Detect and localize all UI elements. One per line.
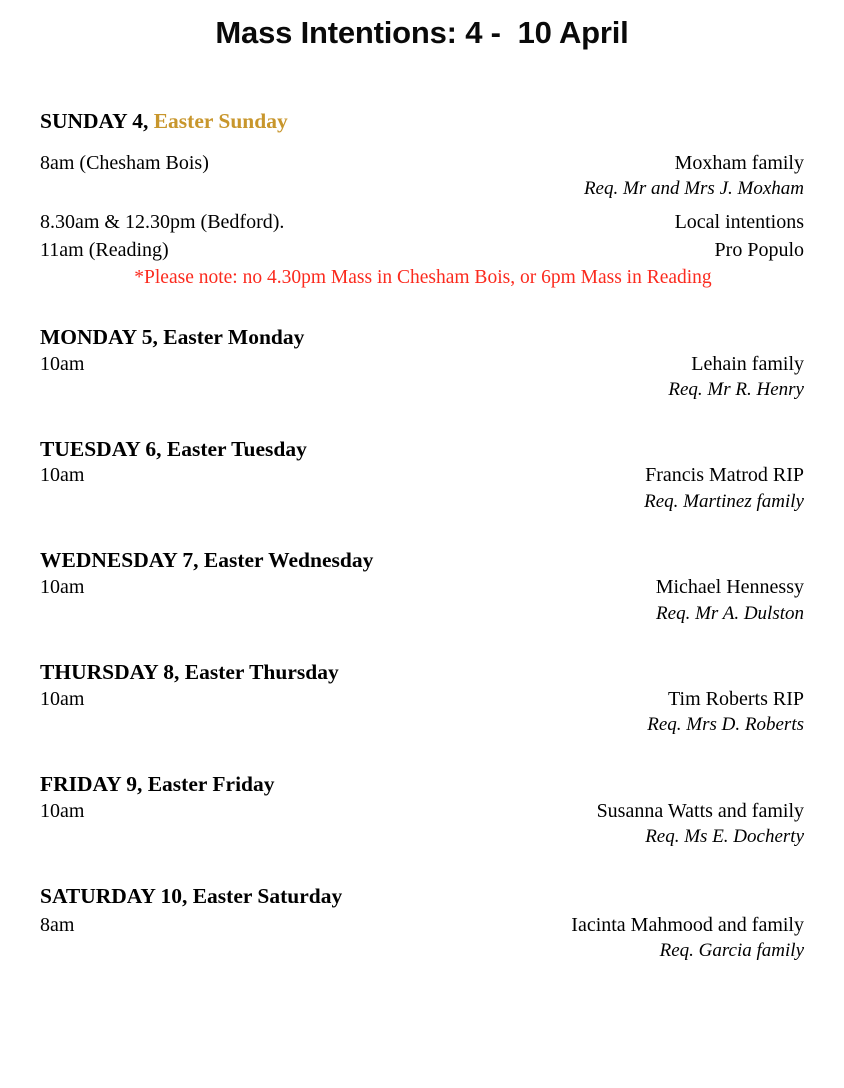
- day-label-wednesday: WEDNESDAY 7,: [40, 548, 199, 573]
- mass-time: 10am: [40, 688, 85, 710]
- mass-intention: Susanna Watts and family: [596, 799, 804, 822]
- day-heading-thursday: [40, 660, 804, 685]
- day-label-tuesday: TUESDAY 6,: [40, 436, 162, 461]
- day-label-friday: FRIDAY 9,: [40, 772, 143, 797]
- feast-label-monday: Easter Monday: [157, 324, 305, 349]
- feast-label-tuesday: Easter Tuesday: [161, 436, 307, 461]
- mass-time: 8am (Chesham Bois): [40, 151, 209, 174]
- mass-row: [40, 208, 804, 236]
- mass-requester: Req. Mr and Mrs J. Moxham: [583, 178, 804, 200]
- mass-intention: Francis Matrod RIP: [645, 464, 804, 487]
- mass-intention: Local intentions: [674, 210, 804, 233]
- day-block-friday: [40, 772, 804, 850]
- feast-label-sunday: Easter Sunday: [148, 109, 288, 133]
- day-label-thursday: THURSDAY 8,: [40, 660, 180, 685]
- mass-requester: Req. Mr R. Henry: [668, 379, 804, 400]
- day-label-sunday: SUNDAY 4,: [40, 109, 149, 133]
- mass-intention: Iacinta Mahmood and family: [571, 913, 804, 936]
- mass-intention: Lehain family: [691, 352, 804, 375]
- feast-label-saturday: Easter Saturday: [187, 883, 343, 908]
- day-heading-wednesday: [40, 548, 804, 573]
- mass-time: 10am: [40, 576, 85, 599]
- day-block-sunday: [40, 48, 804, 291]
- mass-time: 11am (Reading): [40, 239, 169, 262]
- mass-intention: Tim Roberts RIP: [668, 688, 804, 710]
- day-label-saturday: SATURDAY 10,: [40, 883, 188, 908]
- mass-time: 10am: [40, 352, 85, 375]
- day-heading-saturday: [40, 884, 804, 909]
- day-block-thursday: [40, 660, 804, 738]
- mass-time: 10am: [40, 464, 85, 487]
- day-block-tuesday: [40, 437, 804, 515]
- mass-row: [40, 797, 804, 825]
- mass-row: [40, 138, 804, 177]
- day-block-wednesday: [40, 548, 804, 626]
- feast-label-wednesday: Easter Wednesday: [198, 548, 374, 573]
- day-heading-sunday: [40, 109, 804, 134]
- mass-row: [40, 573, 804, 601]
- day-block-monday: [40, 325, 804, 403]
- feast-label-friday: Easter Friday: [142, 772, 275, 797]
- mass-requester: Req. Martinez family: [644, 490, 804, 512]
- day-heading-monday: [40, 325, 804, 350]
- day-block-saturday: [40, 884, 804, 964]
- mass-time: 8.30am & 12.30pm (Bedford).: [40, 210, 285, 233]
- mass-requester: Req. Garcia family: [659, 939, 804, 961]
- mass-row: [40, 350, 804, 378]
- mass-row: [40, 685, 804, 713]
- mass-requester: Req. Mr A. Dulston: [656, 602, 804, 624]
- mass-time: 8am: [40, 913, 75, 936]
- mass-intention: Michael Hennessy: [655, 576, 804, 599]
- sunday-schedule-note: *Please note: no 4.30pm Mass in Chesham Bois, or 6pm Mass in Reading: [134, 266, 712, 288]
- mass-intention: Moxham family: [674, 151, 804, 174]
- page-title: Mass Intentions: 4 - 10 April: [215, 15, 629, 50]
- mass-requester: Req. Ms E. Docherty: [645, 826, 804, 848]
- mass-row: [40, 909, 804, 939]
- mass-time: 10am: [40, 799, 85, 822]
- mass-row: [40, 461, 804, 489]
- day-label-monday: MONDAY 5,: [40, 324, 158, 349]
- day-heading-friday: [40, 772, 804, 797]
- feast-label-thursday: Easter Thursday: [179, 660, 339, 685]
- mass-row: [40, 236, 804, 264]
- mass-intention: Pro Populo: [714, 239, 804, 262]
- day-heading-tuesday: [40, 437, 804, 462]
- mass-requester: Req. Mrs D. Roberts: [647, 714, 804, 736]
